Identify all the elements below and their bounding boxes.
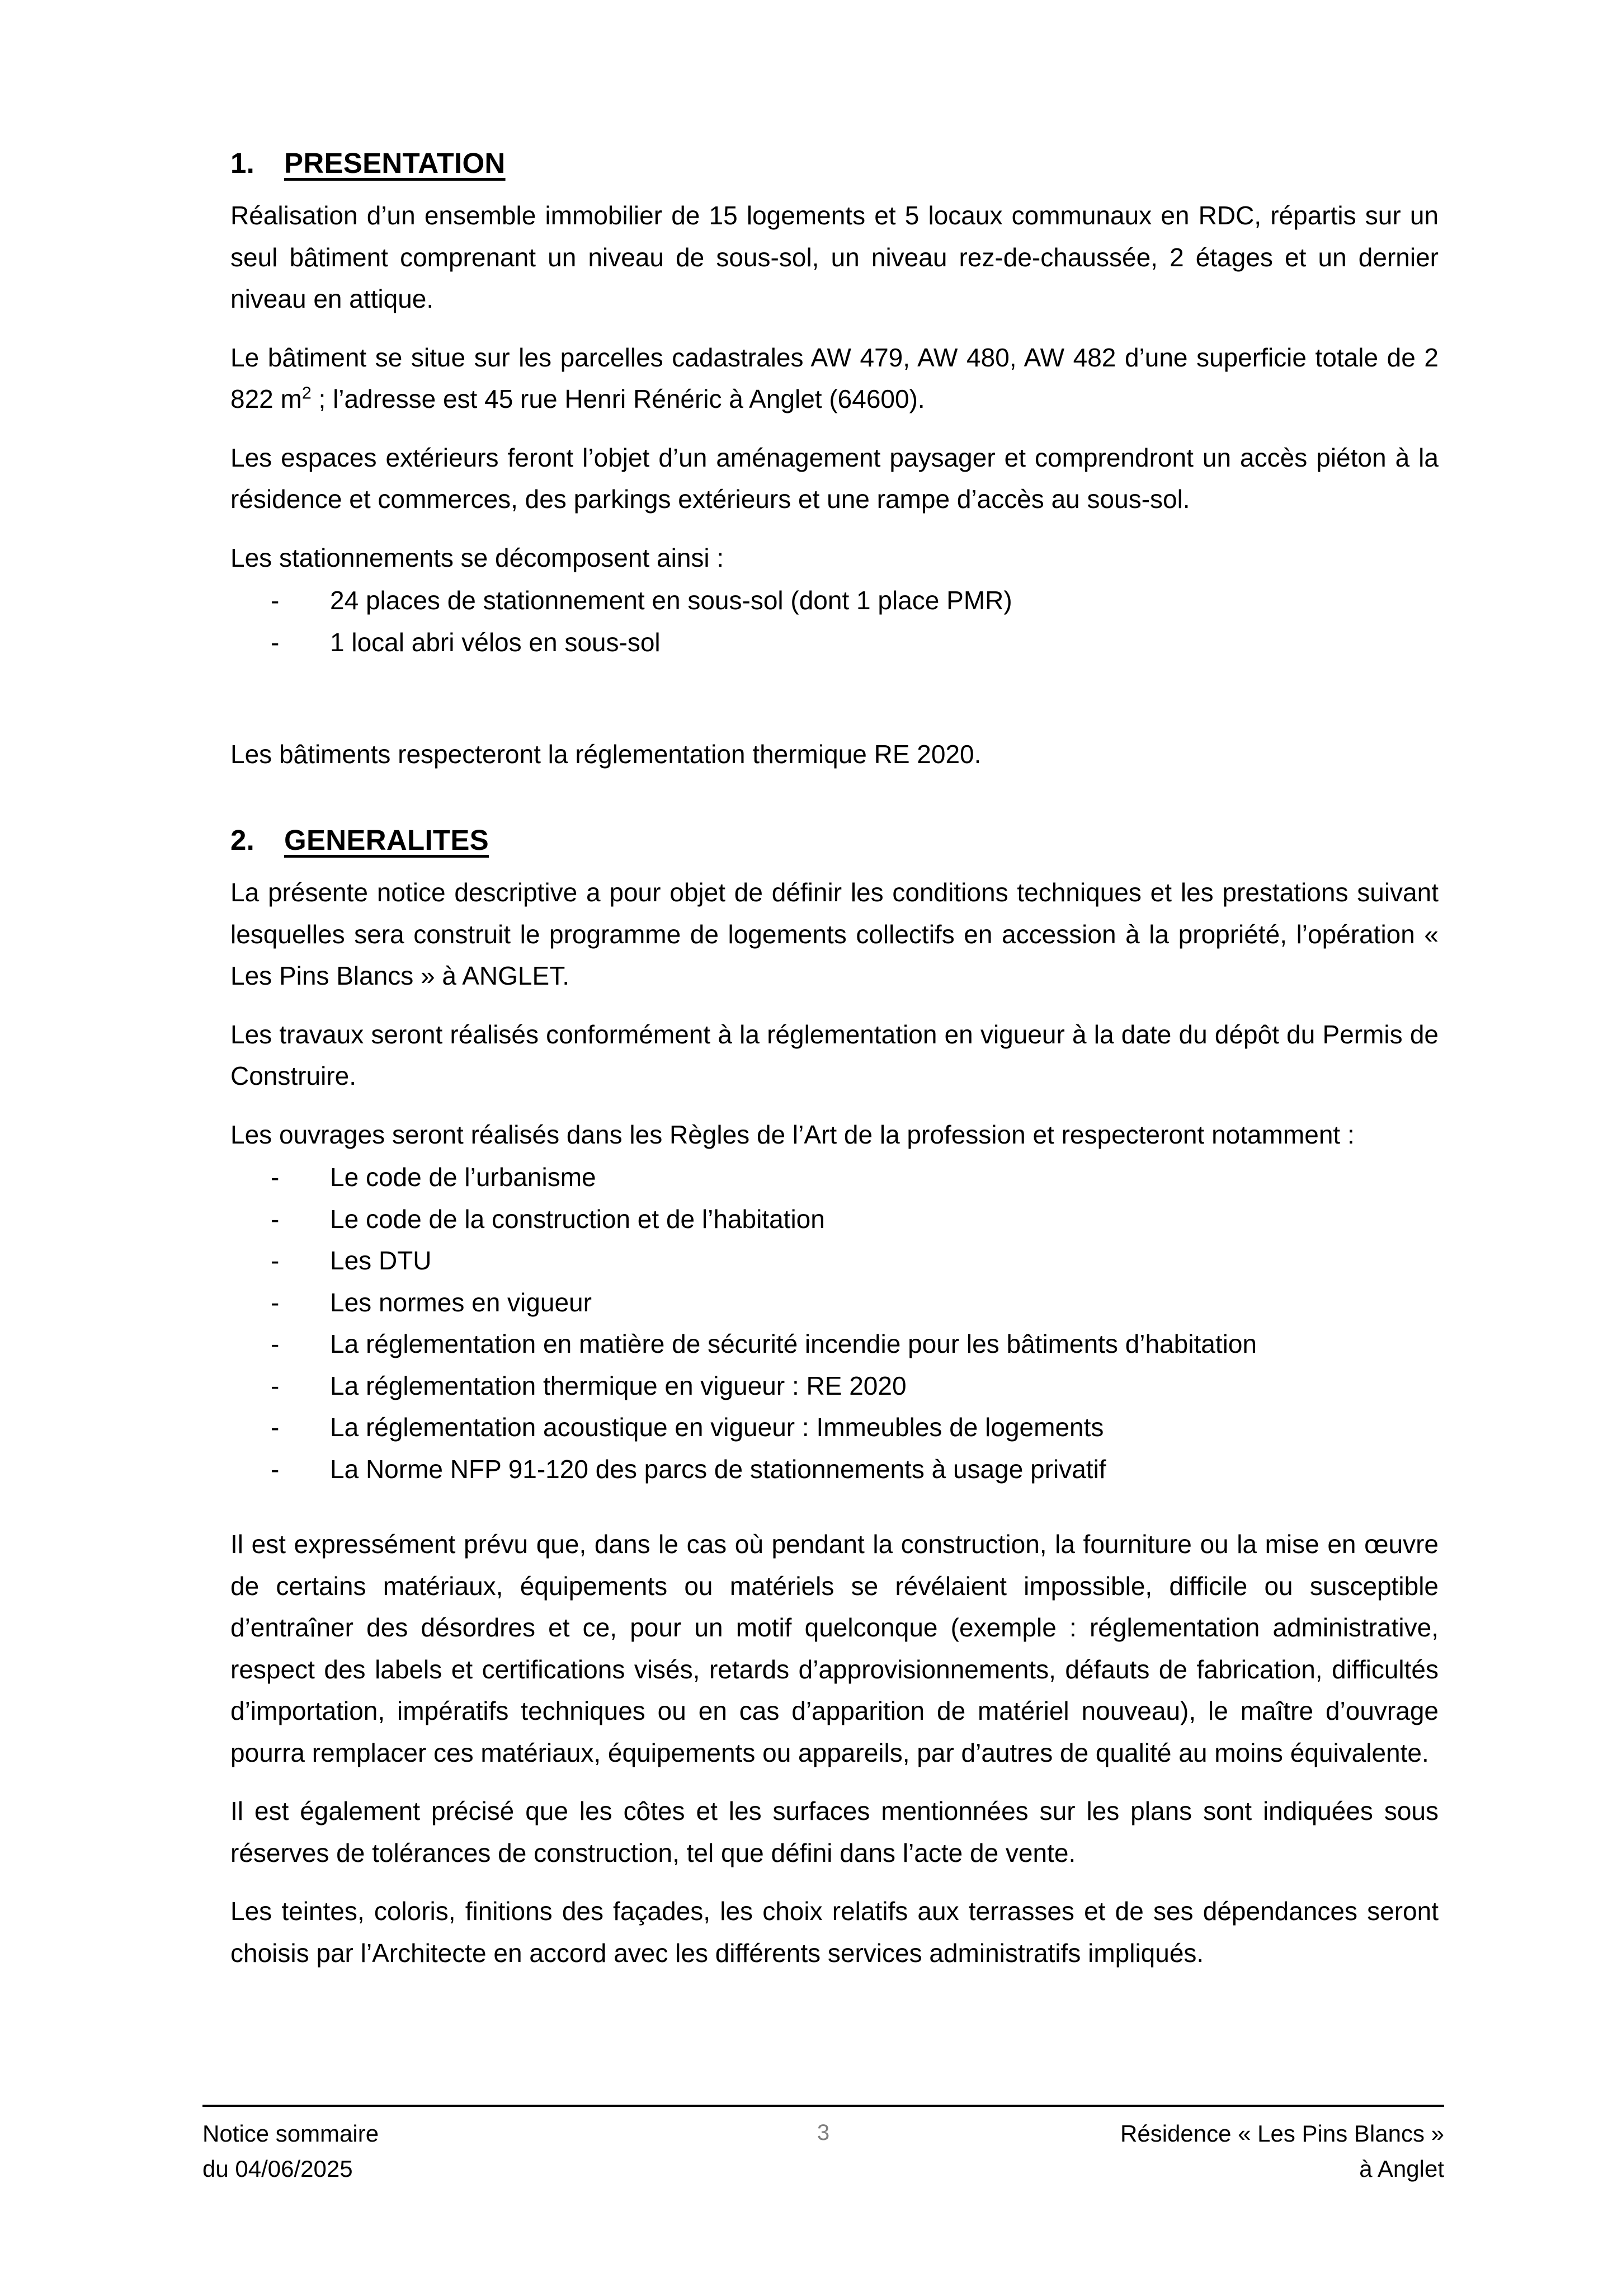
- parking-list: [230, 580, 1439, 663]
- list-item: [230, 622, 1439, 664]
- rules-list: [230, 1156, 1439, 1490]
- list-item: [230, 1448, 1439, 1490]
- presentation-paragraph-1: Réalisation d’un ensemble immobilier de 15 logements et 5 locaux communaux en RDC, répartis sur un seul bâtiment comprenant un niveau de sous-sol, un niveau rez-de-chaussée, 2 étages et un dernier niveau en attique.: [230, 201, 1439, 314]
- section-spacer: [230, 792, 1439, 824]
- footer-row: [202, 2116, 1444, 2186]
- list-item-label: La réglementation en matière de sécurité incendie pour les bâtiments d’habitation: [330, 1329, 1257, 1359]
- footer-document-name: Notice sommaire: [202, 2120, 379, 2147]
- list-item-label: Les normes en vigueur: [330, 1287, 592, 1317]
- dash-bullet-icon: -: [271, 1204, 280, 1234]
- generalites-paragraph-5: Les teintes, coloris, finitions des façades, les choix relatifs aux terrasses et de ses dépendances seront choisis par l’Architecte en accord avec les différents services administratifs impliqués.: [230, 1897, 1439, 1968]
- presentation-p2-text-before: Le bâtiment se situe sur les parcelles cadastrales AW 479, AW 480, AW 482 d’une superficie totale de 2 822 m: [230, 342, 1439, 414]
- footer-document-date: du 04/06/2025: [202, 2156, 353, 2182]
- dash-bullet-icon: -: [271, 1413, 280, 1442]
- dash-bullet-icon: -: [271, 586, 280, 615]
- footer-project-location: à Anglet: [1359, 2156, 1444, 2182]
- list-item: [230, 580, 1439, 622]
- section-number: 1.: [230, 147, 255, 179]
- footer-divider: [202, 2105, 1444, 2107]
- section-heading-generalites: [230, 824, 1439, 857]
- list-item: [230, 1198, 1439, 1240]
- page-number: 3: [817, 2120, 830, 2145]
- paragraph-spacer: [230, 680, 1439, 733]
- list-item: [230, 1240, 1439, 1282]
- generalites-paragraph-4: Il est également précisé que les côtes et les surfaces mentionnées sur les plans sont indiquées sous réserves de tolérances de construction, tel que défini dans l’acte de vente.: [230, 1796, 1439, 1867]
- presentation-paragraph-3: Les espaces extérieurs feront l’objet d’un aménagement paysager et comprendront un accès piéton à la résidence et commerces, des parkings extérieurs et une rampe d’accès au sous-sol.: [230, 443, 1439, 514]
- list-item: [230, 1406, 1439, 1448]
- section-number: 2.: [230, 824, 255, 856]
- footer-left-block: [202, 2116, 762, 2186]
- paragraph-spacer: [230, 1507, 1439, 1523]
- presentation-paragraph-2: [230, 337, 1439, 420]
- footer-right-block: [885, 2116, 1444, 2186]
- list-item-label: 1 local abri vélos en sous-sol: [330, 627, 661, 657]
- list-item: [230, 1323, 1439, 1365]
- list-item: [230, 1282, 1439, 1324]
- list-item-label: Le code de la construction et de l’habitation: [330, 1204, 825, 1234]
- presentation-paragraph-4: Les bâtiments respecteront la réglementation thermique RE 2020.: [230, 740, 982, 769]
- rules-list-lead: Les ouvrages seront réalisés dans les Règles de l’Art de la profession et respecteront notamment :: [230, 1119, 1355, 1149]
- list-item-label: Les DTU: [330, 1246, 432, 1276]
- generalites-paragraph-2: Les travaux seront réalisés conformément à la réglementation en vigueur à la date du dépôt du Permis de Construire.: [230, 1019, 1439, 1091]
- list-item-label: Le code de l’urbanisme: [330, 1163, 596, 1192]
- list-item-label: La Norme NFP 91-120 des parcs de stationnements à usage privatif: [330, 1454, 1106, 1484]
- superscript-square: 2: [301, 384, 312, 403]
- list-item-label: La réglementation thermique en vigueur : RE 2020: [330, 1371, 907, 1400]
- page-content: [230, 147, 1439, 1991]
- list-item: [230, 1156, 1439, 1198]
- dash-bullet-icon: -: [271, 1454, 280, 1484]
- dash-bullet-icon: -: [271, 1163, 280, 1192]
- presentation-p2-text-after: ; l’adresse est 45 rue Henri Rénéric à Anglet (64600).: [311, 384, 925, 414]
- section-heading-presentation: [230, 147, 1439, 180]
- dash-bullet-icon: -: [271, 1329, 280, 1359]
- list-item-label: 24 places de stationnement en sous-sol (dont 1 place PMR): [330, 586, 1012, 615]
- dash-bullet-icon: -: [271, 1287, 280, 1317]
- dash-bullet-icon: -: [271, 1371, 280, 1400]
- parking-list-lead: Les stationnements se décomposent ainsi :: [230, 543, 724, 572]
- section-title: PRESENTATION: [284, 147, 506, 179]
- generalites-paragraph-3: Il est expressément prévu que, dans le cas où pendant la construction, la fourniture ou la mise en œuvre de certains matériaux, équipements ou matériels se révélaient impossible, difficile ou susceptible d’entraîner des désordres et ce, pour un motif quelconque (exemple : réglementation administrative, respect des labels et certifications visés, retards d’approvisionnements, défauts de fabrication, difficultés d’importation, impératifs techniques ou en cas d’apparition de matériel nouveau), le maître d’ouvrage pourra remplacer ces matériaux, équipements ou appareils, par d’autres de qualité au moins équivalente.: [230, 1530, 1439, 1767]
- list-item: [230, 1365, 1439, 1407]
- dash-bullet-icon: -: [271, 627, 280, 657]
- list-item-label: La réglementation acoustique en vigueur : Immeubles de logements: [330, 1413, 1104, 1442]
- footer-project-name: Résidence « Les Pins Blancs »: [1120, 2120, 1444, 2147]
- dash-bullet-icon: -: [271, 1246, 280, 1276]
- page-footer: [202, 2105, 1444, 2186]
- generalites-paragraph-1: La présente notice descriptive a pour objet de définir les conditions techniques et les prestations suivant lesquelles sera construit le programme de logements collectifs en accession à la propriété, l’opération « Les Pins Blancs » à ANGLET.: [230, 878, 1439, 991]
- section-title: GENERALITES: [284, 824, 489, 856]
